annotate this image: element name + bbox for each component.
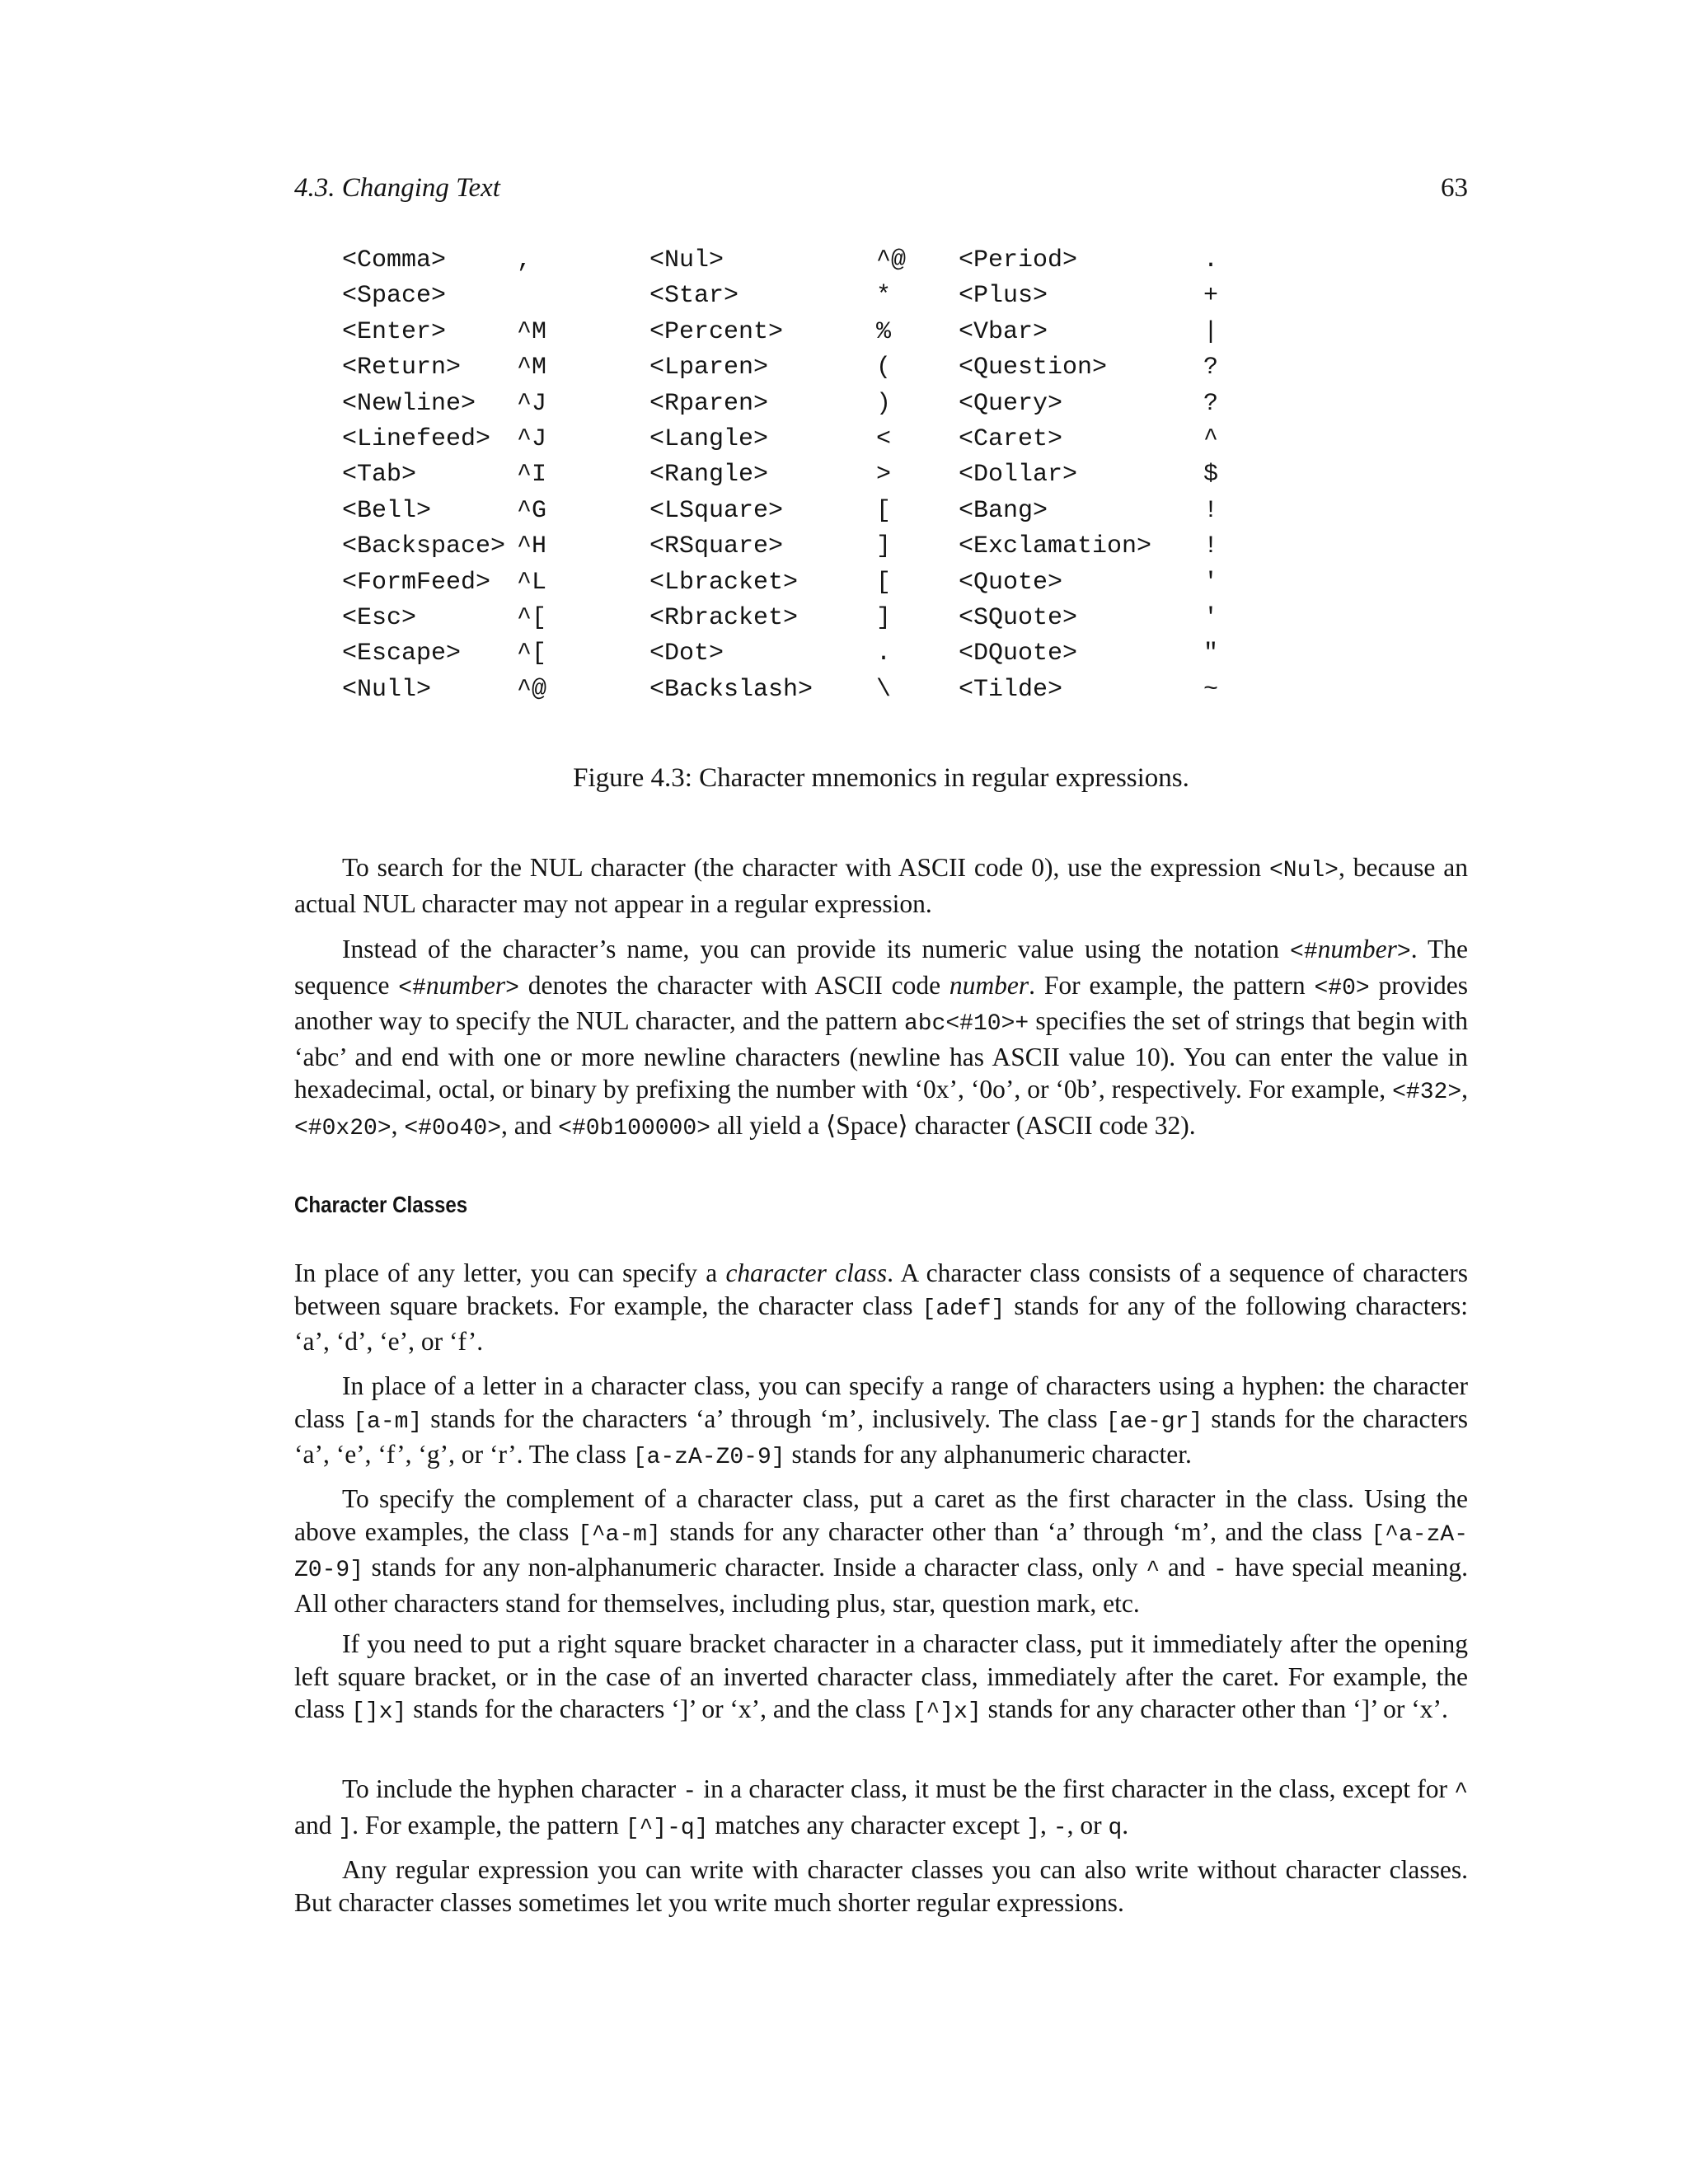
mnemonic-char: ' (1203, 604, 1219, 632)
mnemonic-name: <Tilde> (959, 675, 1063, 704)
mnemonic-name: <Plus> (959, 282, 1048, 311)
mnemonic-char: ! (1203, 496, 1219, 525)
mnemonic-name: <Caret> (959, 425, 1063, 453)
mnemonic-char: ^I (517, 461, 547, 490)
mnemonic-name: <Escape> (342, 640, 462, 668)
mnemonic-char: ^[ (517, 640, 547, 668)
section-heading: Character Classes (294, 1192, 468, 1217)
mnemonic-char: ^L (517, 568, 547, 597)
mnemonic-name: <Linefeed> (342, 425, 491, 453)
mnemonic-char: ^H (517, 532, 547, 561)
mnemonic-char: ) (876, 389, 892, 418)
mnemonic-name: <Lparen> (649, 354, 769, 382)
mnemonic-char: . (1203, 246, 1219, 274)
mnemonic-name: <Esc> (342, 604, 417, 632)
mnemonic-char: ^[ (517, 604, 547, 632)
mnemonic-name: <FormFeed> (342, 568, 491, 597)
table-row (342, 673, 1479, 708)
mnemonic-name: <Lbracket> (649, 568, 799, 597)
mnemonic-name: <Rbracket> (649, 604, 799, 632)
mnemonic-name: <Rparen> (649, 389, 769, 418)
mnemonic-char: $ (1203, 461, 1219, 490)
mnemonic-name: <Exclamation> (959, 532, 1152, 561)
mnemonic-name: <LSquare> (649, 496, 784, 525)
table-row (342, 315, 1479, 350)
mnemonic-name: <Rangle> (649, 461, 769, 490)
mnemonic-name: <Percent> (649, 317, 784, 346)
mnemonic-char: ^@ (876, 246, 907, 274)
table-row (342, 529, 1479, 565)
paragraph-summary: Any regular expression you can write with character classes you can also write without character classes. But character classes sometimes let you write much shorter regular expressions. (294, 1855, 1468, 1917)
mnemonic-name: <Query> (959, 389, 1063, 418)
page-number: 63 (1441, 173, 1468, 203)
mnemonic-name: <Dollar> (959, 461, 1078, 490)
mnemonic-name: <Bell> (342, 496, 432, 525)
mnemonic-char: ^J (517, 425, 547, 453)
mnemonic-name: <Vbar> (959, 317, 1048, 346)
table-row (342, 279, 1479, 314)
paragraph-hyphen: To include the hyphen character - in a character class, it must be the first character in the class, except for ^ and ]. For example, the pattern [^]-q] matches any character except ], -, or q. (294, 1774, 1468, 1841)
mnemonic-name: <Quote> (959, 568, 1063, 597)
mnemonic-char: | (1203, 317, 1219, 346)
mnemonic-char: ? (1203, 389, 1219, 418)
mnemonic-char: \ (876, 675, 892, 704)
mnemonic-char: ' (1203, 568, 1219, 597)
mnemonic-name: <Newline> (342, 389, 476, 418)
mnemonic-char: ^G (517, 496, 547, 525)
mnemonic-name: <SQuote> (959, 604, 1078, 632)
mnemonic-char: , (517, 246, 532, 274)
table-row (342, 422, 1479, 457)
paragraph-range: In place of a letter in a character class, you can specify a range of characters using a hyphen: the character class [a-m] stands for the characters ‘a’ through ‘m’, inclusively. The class [ae-gr] stands for the characters ‘a’, ‘e’, ‘f’, ‘g’, or ‘r’. The class [a-zA-Z0-9] stands for any alphanumeric character. (294, 1371, 1468, 1470)
mnemonic-char: * (876, 282, 892, 311)
mnemonic-char: ~ (1203, 675, 1219, 704)
table-row (342, 494, 1479, 529)
mnemonic-char: ] (876, 532, 892, 561)
mnemonic-name: <Backslash> (649, 675, 814, 704)
mnemonic-char: ^@ (517, 675, 547, 704)
mnemonic-char: ^J (517, 389, 547, 418)
paragraph-right-bracket: If you need to put a right square bracket character in a character class, put it immediately after the opening left square bracket, or in the case of an inverted character class, immediately after the caret. For example, the class []x] stands for the characters ‘]’ or ‘x’, and the class [^]x] stands for any character other than ‘]’ or ‘x’. (294, 1629, 1468, 1725)
table-row (342, 387, 1479, 422)
mnemonic-char: + (1203, 282, 1219, 311)
mnemonic-name: <Null> (342, 675, 432, 704)
mnemonic-char: < (876, 425, 892, 453)
mnemonic-char: ! (1203, 532, 1219, 561)
paragraph-numeric-notation: Instead of the character’s name, you can provide its numeric value using the notation <#number>. The sequence <#number> denotes the character with ASCII code number. For example, the pattern <#0> provides another way to specify the NUL character, and the pattern abc<#10>+ specifies the set of strings that begin with ‘abc’ and end with one or more newline characters (newline has ASCII value 10). You can enter the value in hexadecimal, octal, or binary by prefixing the number with ‘0x’, ‘0o’, or ‘0b’, respectively. For example, <#32>, <#0x20>, <#0o40>, and <#0b100000> all yield a ⟨Space⟩ character (ASCII code 32). (294, 935, 1469, 1141)
section-title: 4.3. Changing Text (294, 173, 500, 203)
table-row (342, 243, 1479, 279)
paragraph-complement: To specify the complement of a character class, put a caret as the first character in the class. Using the above examples, the class [^a-m] stands for any character other than ‘a’ through ‘m’, and the class [^a-zA-Z0-9] stands for any non-alphanumeric character. Inside a character class, only ^ and - have special meaning. All other characters stand for themselves, including plus, star, question mark, etc. (294, 1484, 1468, 1618)
figure-caption: Figure 4.3: Character mnemonics in regular expressions. (573, 763, 1189, 793)
mnemonic-name: <Enter> (342, 317, 447, 346)
mnemonic-name: <Star> (649, 282, 739, 311)
mnemonic-name: <Dot> (649, 640, 724, 668)
mnemonic-name: <Period> (959, 246, 1078, 274)
mnemonic-name: <Tab> (342, 461, 417, 490)
table-row (342, 565, 1479, 601)
mnemonic-name: <Comma> (342, 246, 447, 274)
mnemonic-name: <Langle> (649, 425, 769, 453)
table-row (342, 636, 1479, 672)
mnemonic-char: [ (876, 568, 892, 597)
mnemonic-char: ] (876, 604, 892, 632)
document-page (294, 0, 1468, 2184)
mnemonic-char: ^M (517, 317, 547, 346)
mnemonic-name: <Return> (342, 354, 462, 382)
mnemonic-name: <RSquare> (649, 532, 784, 561)
mnemonic-name: <Question> (959, 354, 1108, 382)
mnemonic-char: % (876, 317, 892, 346)
table-row (342, 601, 1479, 636)
mnemonic-char: . (876, 640, 892, 668)
table-row (342, 457, 1479, 493)
mnemonic-name: <Bang> (959, 496, 1048, 525)
mnemonic-name: <DQuote> (959, 640, 1078, 668)
mnemonic-name: <Space> (342, 282, 447, 311)
mnemonic-char: [ (876, 496, 892, 525)
running-header (294, 170, 1468, 206)
mnemonic-name: <Nul> (649, 246, 724, 274)
mnemonic-char: > (876, 461, 892, 490)
mnemonic-char: ^ (1203, 425, 1219, 453)
mnemonic-char: ^M (517, 354, 547, 382)
paragraph-character-class: In place of any letter, you can specify a character class. A character class consists of a sequence of characters between square brackets. For example, the character class [adef] stands for any of the following characters: ‘a’, ‘d’, ‘e’, or ‘f’. (294, 1258, 1469, 1356)
table-row (342, 350, 1479, 386)
paragraph-nul: To search for the NUL character (the character with ASCII code 0), use the expression <Nul>, because an actual NUL character may not appear in a regular expression. (294, 853, 1468, 918)
mnemonic-char: " (1203, 640, 1219, 668)
mnemonic-name: <Backspace> (342, 532, 506, 561)
mnemonic-char: ( (876, 354, 892, 382)
mnemonic-char: ? (1203, 354, 1219, 382)
